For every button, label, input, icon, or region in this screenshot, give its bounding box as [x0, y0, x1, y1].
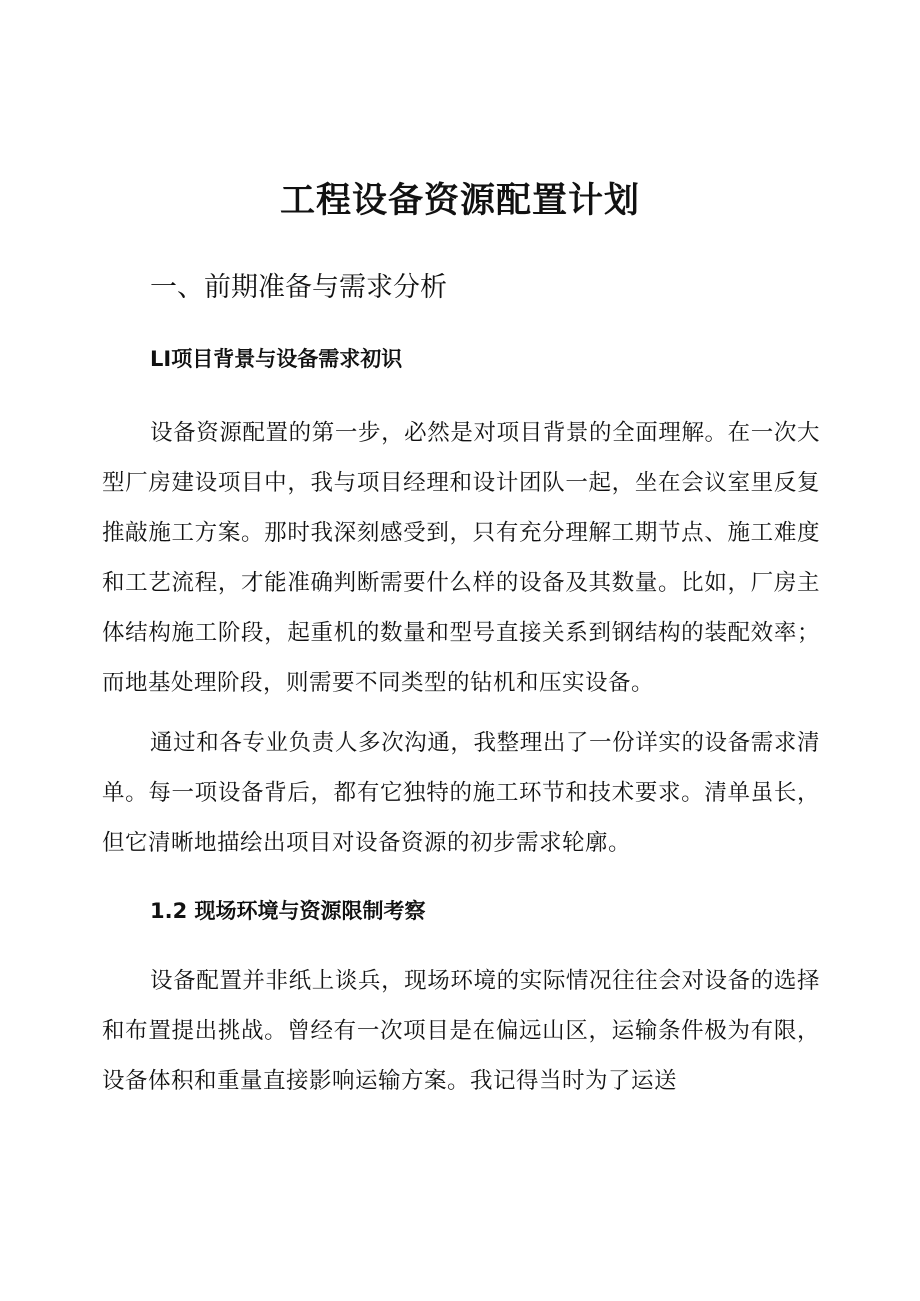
subsection-heading-1-2: 1.2 现场环境与资源限制考察 — [150, 899, 426, 923]
paragraph-1-1-b: 通过和各专业负责人多次沟通，我整理出了一份详实的设备需求清单。每一项设备背后，都有它独特的施工环节和技术要求。清单虽长，但它清晰地描绘出项目对设备资源的初步需求轮廓。 — [102, 730, 820, 856]
subsection-heading-1-1: LI项目背景与设备需求初识 — [150, 347, 403, 371]
section-heading-1: 一、前期准备与需求分析 — [150, 272, 447, 303]
paragraph-1-1-a: 设备资源配置的第一步，必然是对项目背景的全面理解。在一次大型厂房建设项目中，我与项目经理和设计团队一起，坐在会议室里反复推敲施工方案。那时我深刻感受到，只有充分理解工期节点、施工难度和工艺流程，才能准确判断需要什么样的设备及其数量。比如，厂房主体结构施工阶段，起重机的数量和型号直接关系到钢结构的装配效率；而地基处理阶段，则需要不同类型的钻机和压实设备。 — [102, 420, 820, 696]
paragraph-1-2-a: 设备配置并非纸上谈兵，现场环境的实际情况往往会对设备的选择和布置提出挑战。曾经有一次项目是在偏远山区，运输条件极为有限，设备体积和重量直接影响运输方案。我记得当时为了运送 — [102, 968, 820, 1094]
document-title: 工程设备资源配置计划 — [279, 181, 640, 221]
